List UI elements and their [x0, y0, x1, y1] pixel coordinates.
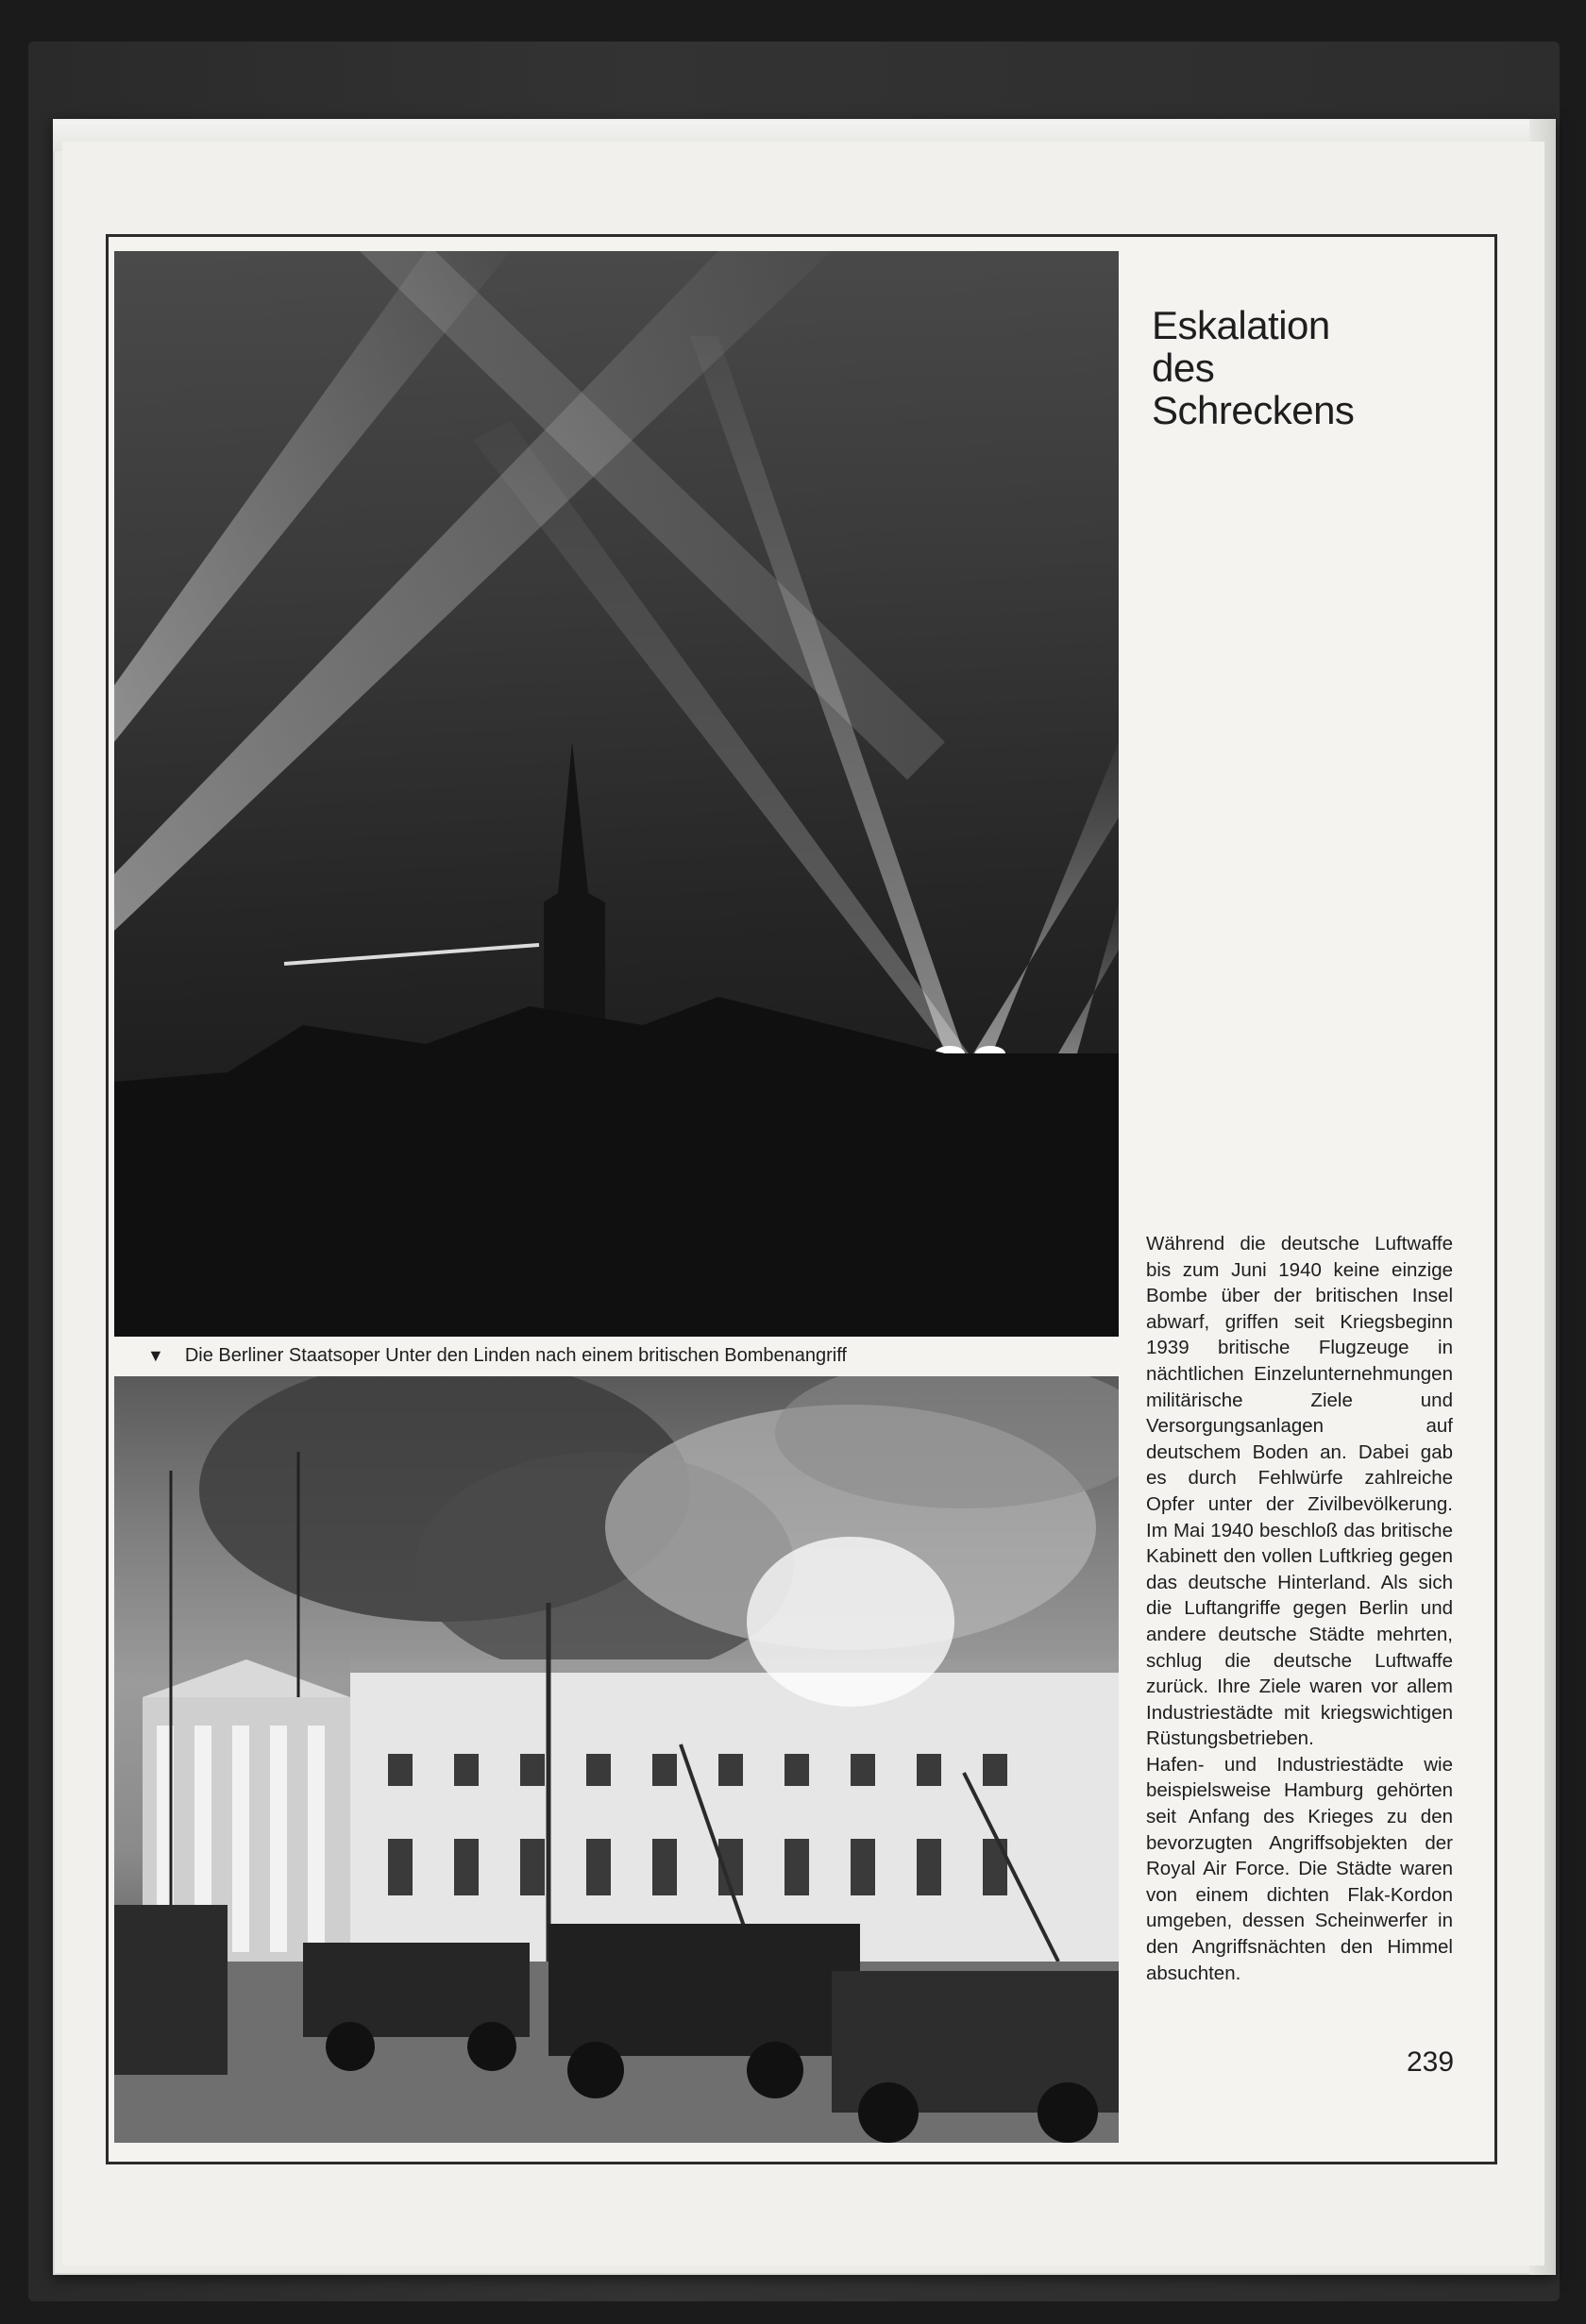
photo-burning-opera	[114, 1376, 1119, 2143]
photo-caption	[147, 1340, 1110, 1371]
opera-fire-illustration	[114, 1376, 1119, 2143]
article-body	[1146, 1231, 1453, 1986]
headline-line: Schreckens	[1152, 388, 1355, 432]
caption-text: Die Berliner Staatsoper Unter den Linden nach einem britischen Bombenangriff	[184, 1344, 847, 1366]
article-headline	[1152, 304, 1463, 431]
body-paragraph: Während die deutsche Luftwaffe bis zum Juni 1940 keine einzige Bombe über der britischen Insel abwarf, griffen seit Kriegsbeginn 1939 britische Flugzeuge in nächtlichen Einzelunternehmungen militärische Ziele und Versorgungsanlagen auf deutschem Boden an. Dabei gab es durch Fehlwürfe zahlreiche Opfer unter der Zivilbevölkerung. Im Mai 1940 beschloß das britische Kabinett den vollen Luftkrieg gegen das deutsche Hinterland. Als sich die Luftangriffe gegen Berlin und andere deutsche Städte mehrten, schlug die deutsche Luftwaffe zurück. Ihre Ziele waren vor allem Industriestädte mit kriegswichtigen Rüstungsbetrieben.	[1146, 1233, 1453, 1750]
body-paragraph: Hafen- und Industriestädte wie beispielsweise Hamburg gehörten seit Anfang des Krieges zu den bevorzugten Angriffsobjekten der Royal Air Force. Die Städte waren von einem dichten Flak-Kordon umgeben, dessen Scheinwerfer in den Angriffsnächten den Himmel absuchten.	[1146, 1753, 1453, 1984]
headline-line: Eskalation	[1152, 303, 1330, 347]
photo-searchlights	[114, 251, 1119, 1337]
page-number: 239	[1407, 2046, 1455, 2078]
searchlight-illustration	[114, 251, 1119, 1337]
headline-line: des	[1152, 345, 1215, 390]
caption-arrow-icon: ▼	[147, 1345, 164, 1365]
